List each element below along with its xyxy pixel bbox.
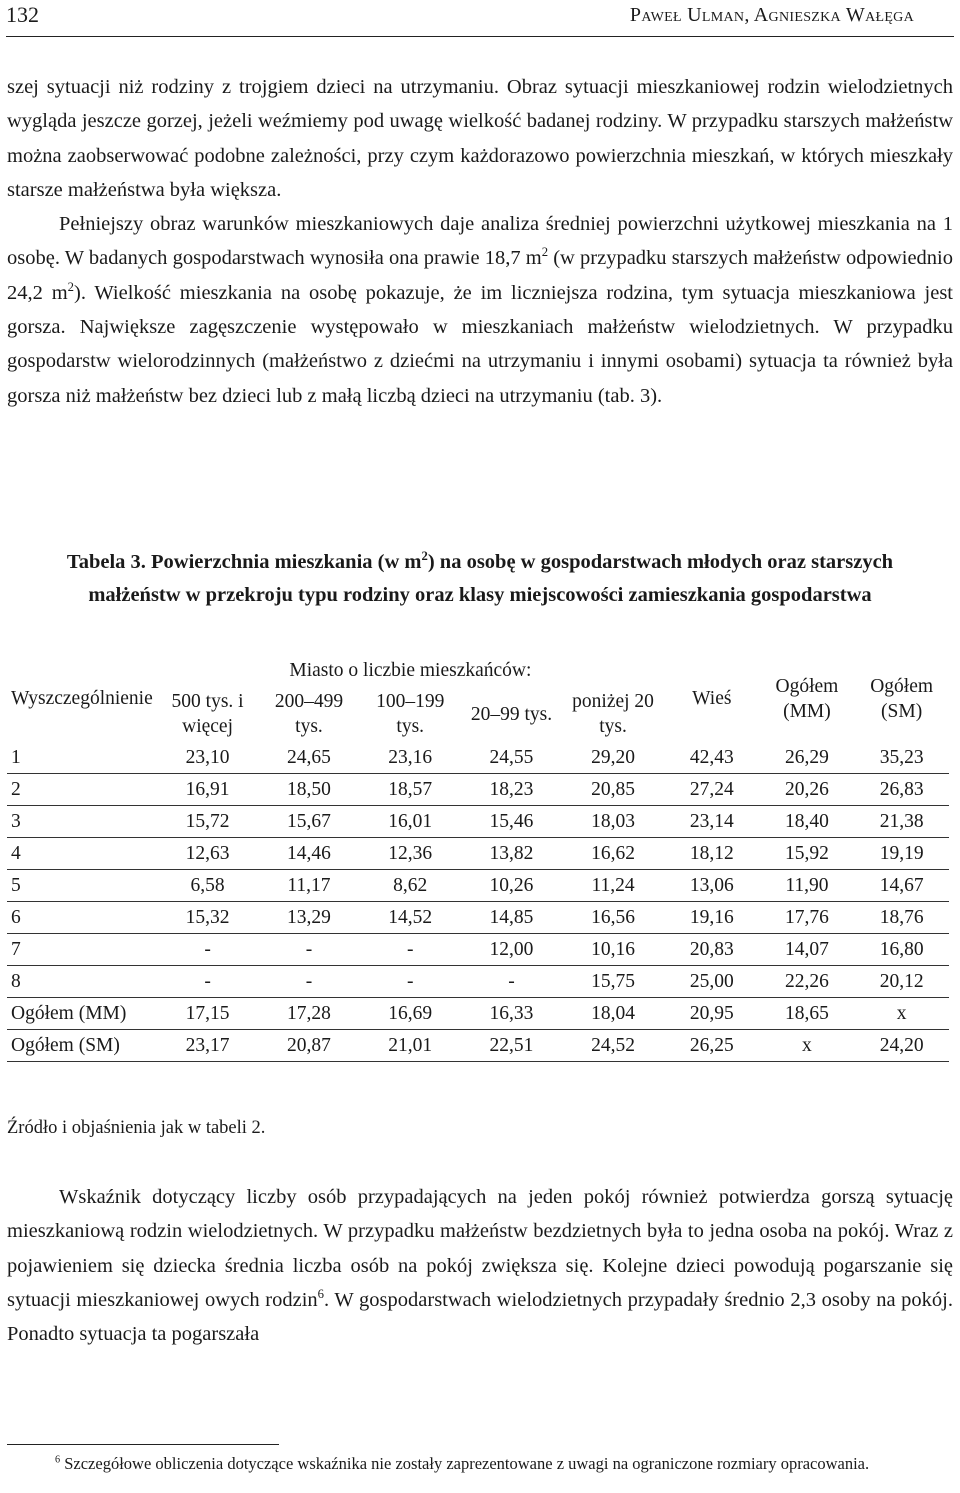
- table-row: [7, 838, 949, 870]
- table-cell: 24,65: [258, 742, 359, 774]
- header-city-group: Miasto o liczbie mieszkańców:: [289, 660, 532, 681]
- body-text-top: [7, 70, 953, 413]
- table-cell: x: [854, 998, 949, 1030]
- footnote-divider: [7, 1444, 279, 1445]
- table-cell: 26,29: [760, 742, 855, 774]
- table-cell: 16,80: [854, 934, 949, 966]
- table-cell: 23,16: [360, 742, 461, 774]
- header-city-size: poniżej 20 tys.: [572, 691, 654, 737]
- table-cell: -: [157, 966, 259, 998]
- row-label: 4: [7, 838, 157, 870]
- table-cell: 14,46: [258, 838, 359, 870]
- row-label: 5: [7, 870, 157, 902]
- table-cell: 23,17: [157, 1030, 259, 1062]
- table-body: [7, 742, 949, 1062]
- table-cell: 18,50: [258, 774, 359, 806]
- table-cell: 26,25: [664, 1030, 760, 1062]
- table-cell: 18,57: [360, 774, 461, 806]
- table-cell: 42,43: [664, 742, 760, 774]
- header-specification: Wyszczególnienie: [11, 688, 153, 709]
- row-label: 1: [7, 742, 157, 774]
- table-row: [7, 806, 949, 838]
- row-label: Ogółem (MM): [7, 998, 157, 1030]
- table-cell: 21,01: [360, 1030, 461, 1062]
- table-cell: 19,19: [854, 838, 949, 870]
- running-head: Paweł Ulman, Agnieszka Wałęga: [629, 4, 914, 26]
- table-cell: 17,15: [157, 998, 259, 1030]
- table-cell: 18,12: [664, 838, 760, 870]
- table-cell: 18,40: [760, 806, 855, 838]
- table-cell: 20,87: [258, 1030, 359, 1062]
- table-cell: 24,52: [562, 1030, 664, 1062]
- table-cell: 14,52: [360, 902, 461, 934]
- header-village: Wieś: [692, 688, 732, 709]
- table-cell: 6,58: [157, 870, 259, 902]
- table-caption: [40, 546, 920, 612]
- header-total-mm: Ogółem (MM): [775, 675, 839, 722]
- table-cell: 29,20: [562, 742, 664, 774]
- table-cell: 15,46: [461, 806, 562, 838]
- table-cell: 21,38: [854, 806, 949, 838]
- footnote: [7, 1452, 953, 1476]
- table-row: [7, 742, 949, 774]
- table-cell: 13,29: [258, 902, 359, 934]
- table-cell: 14,67: [854, 870, 949, 902]
- row-label: 8: [7, 966, 157, 998]
- table-cell: 18,03: [562, 806, 664, 838]
- row-label: 3: [7, 806, 157, 838]
- row-label: Ogółem (SM): [7, 1030, 157, 1062]
- table-cell: 16,62: [562, 838, 664, 870]
- table-cell: 13,06: [664, 870, 760, 902]
- table-cell: 8,62: [360, 870, 461, 902]
- data-table: [7, 655, 949, 1062]
- table-cell: -: [461, 966, 562, 998]
- table-cell: 22,26: [760, 966, 855, 998]
- text-run: Wskaźnik dotyczący liczby osób przypadających na jeden pokój również potwierdza gorszą sytuację mieszkaniową rodzin wielodzietnych. W przypadku małżeństw bezdzietnych była to jedna osoba na pokój. Wraz z pojawieniem się dziecka średnia liczba osób na pokój zwiększa się. Kolejne dzieci powodują pogarszanie się sytuacji mieszkaniowej owych rodzin: [7, 1186, 953, 1311]
- table-cell: 12,00: [461, 934, 562, 966]
- table-cell: 25,00: [664, 966, 760, 998]
- superscript: 2: [541, 245, 549, 260]
- table-cell: 13,82: [461, 838, 562, 870]
- header-city-size: 500 tys. i więcej: [171, 691, 244, 737]
- table-cell: 17,28: [258, 998, 359, 1030]
- row-label: 6: [7, 902, 157, 934]
- table-row: [7, 934, 949, 966]
- table-cell: 35,23: [854, 742, 949, 774]
- table-cell: 15,72: [157, 806, 259, 838]
- table-cell: 11,90: [760, 870, 855, 902]
- table-cell: 16,33: [461, 998, 562, 1030]
- superscript: 2: [421, 549, 428, 564]
- table-cell: 10,16: [562, 934, 664, 966]
- table-cell: 12,63: [157, 838, 259, 870]
- paragraph: [7, 207, 953, 413]
- table-cell: 19,16: [664, 902, 760, 934]
- text-run: (w przypadku starszych małżeństw odpowiednio 24,2 m: [7, 247, 954, 304]
- paragraph: szej sytuacji niż rodziny z trojgiem dzieci na utrzymaniu. Obraz sytuacji mieszkaniowej rodzin wielodzietnych wygląda jeszcze gorzej, jeżeli weźmiemy pod uwagę wielkość badanej rodziny. W przypadku starszych małżeństw można zaobserwować podobne zależności, przy czym każdorazowo powierzchnia mieszkań, w których mieszkały starsze małżeństwa była większa.: [7, 76, 953, 201]
- text-run: ) na osobę w gospodarstwach młodych oraz starszych małżeństw w przekroju typu rodziny oraz klasy miejscowości zamieszkania gospodarstwa: [88, 551, 894, 606]
- table-cell: 18,76: [854, 902, 949, 934]
- table-cell: 18,04: [562, 998, 664, 1030]
- table-cell: 27,24: [664, 774, 760, 806]
- superscript: 2: [67, 279, 74, 294]
- table-row: [7, 870, 949, 902]
- footnote-text: Szczegółowe obliczenia dotyczące wskaźnika nie zostały zaprezentowane z uwagi na ograniczone rozmiary opracowania.: [60, 1454, 870, 1473]
- header-city-size: 20–99 tys.: [470, 703, 553, 725]
- table-cell: -: [360, 934, 461, 966]
- table-cell: 16,69: [360, 998, 461, 1030]
- table-cell: 20,85: [562, 774, 664, 806]
- table-cell: 26,83: [854, 774, 949, 806]
- text-run: ). Wielkość mieszkania na osobę pokazuje, że im liczniejsza rodzina, tym sytuacja mieszkaniowa jest gorsza. Największe zagęszczenie występowało w mieszkaniach małżeństw wielodzietnych. W przypadku gospodarstw wielorodzinnych (małżeństwo z dziećmi na utrzymaniu i innymi osobami) sytuacja ta również była gorsza niż małżeństw bez dzieci lub z małą liczbą dzieci na utrzymaniu (tab. 3).: [7, 281, 953, 407]
- table-cell: -: [258, 934, 359, 966]
- table-cell: 14,85: [461, 902, 562, 934]
- row-label: 7: [7, 934, 157, 966]
- footnote-marker: 6: [55, 1454, 61, 1466]
- table-cell: 11,24: [562, 870, 664, 902]
- text-run: . W gospodarstwach wielodzietnych przypadały średnio 2,3 osoby na pokój. Ponadto sytuacja ta pogarszała: [7, 1288, 954, 1346]
- footnote-reference: 6: [317, 1287, 325, 1302]
- body-text-bottom: [7, 1180, 953, 1351]
- table-cell: 16,91: [157, 774, 259, 806]
- table-cell: 18,65: [760, 998, 855, 1030]
- table-row: [7, 966, 949, 998]
- table-row: [7, 902, 949, 934]
- table-cell: 15,75: [562, 966, 664, 998]
- table-cell: 18,23: [461, 774, 562, 806]
- table-cell: 24,20: [854, 1030, 949, 1062]
- table-cell: 20,12: [854, 966, 949, 998]
- table-cell: 15,92: [760, 838, 855, 870]
- table-cell: 12,36: [360, 838, 461, 870]
- table-cell: -: [157, 934, 259, 966]
- header-total-sm: Ogółem (SM): [870, 675, 934, 722]
- text-run: Tabela 3. Powierzchnia mieszkania (w m: [66, 551, 422, 573]
- table-cell: 10,26: [461, 870, 562, 902]
- table-cell: 23,14: [664, 806, 760, 838]
- table-cell: 23,10: [157, 742, 259, 774]
- page-header: [6, 0, 954, 37]
- table-cell: 14,07: [760, 934, 855, 966]
- table-row: [7, 1030, 949, 1062]
- header-city-size: 200–499 tys.: [274, 691, 344, 737]
- header-city-size: 100–199 tys.: [376, 691, 445, 737]
- table-cell: 16,01: [360, 806, 461, 838]
- table-cell: 17,76: [760, 902, 855, 934]
- table-cell: x: [760, 1030, 855, 1062]
- page-number: 132: [6, 2, 39, 27]
- table-cell: 11,17: [258, 870, 359, 902]
- table-cell: 20,26: [760, 774, 855, 806]
- table-cell: 22,51: [461, 1030, 562, 1062]
- text-run: Pełniejszy obraz warunków mieszkaniowych daje analiza średniej powierzchni użytkowej mieszkania na 1 osobę. W badanych gospodarstwach wynosiła ona prawie 18,7 m: [7, 213, 953, 270]
- table-cell: -: [360, 966, 461, 998]
- table-row: [7, 998, 949, 1030]
- table-cell: -: [258, 966, 359, 998]
- row-label: 2: [7, 774, 157, 806]
- table-cell: 20,83: [664, 934, 760, 966]
- table-cell: 15,67: [258, 806, 359, 838]
- table-cell: 20,95: [664, 998, 760, 1030]
- table-cell: 16,56: [562, 902, 664, 934]
- table-cell: 24,55: [461, 742, 562, 774]
- table-cell: 15,32: [157, 902, 259, 934]
- table-row: [7, 774, 949, 806]
- table-source-note: Źródło i objaśnienia jak w tabeli 2.: [7, 1118, 266, 1138]
